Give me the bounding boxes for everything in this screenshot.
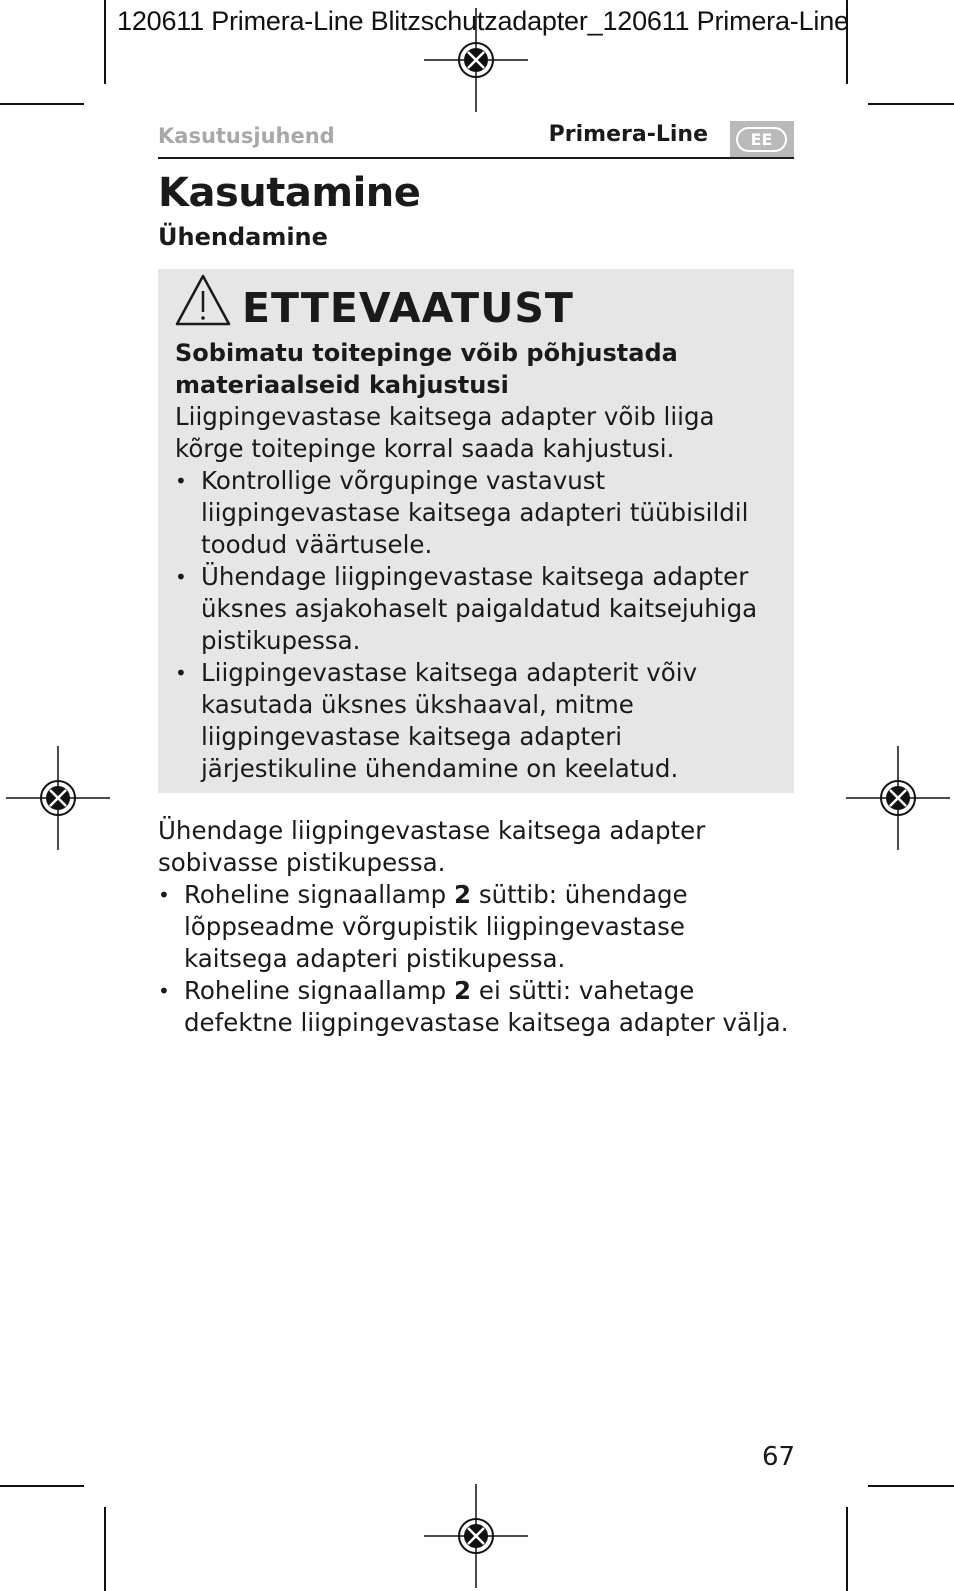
header-brand: Primera-Line bbox=[548, 122, 708, 147]
registration-mark-icon bbox=[424, 8, 528, 112]
page-number: 67 bbox=[762, 1442, 796, 1472]
registration-mark-icon bbox=[6, 746, 110, 850]
warning-subtitle: Sobimatu toitepinge võib põhjustada materiaalseid kahjustusi bbox=[175, 339, 678, 399]
crop-mark bbox=[104, 0, 106, 84]
body-list-item-text: Roheline signaallamp bbox=[184, 976, 455, 1005]
body-list bbox=[158, 879, 794, 1039]
warning-list-item: • Liigpingevastase kaitsega adapterit võiv kasutada üksnes ükshaaval, mitme liigpingevastase kaitsega adapteri järjestikuline ühendamine on keelatud. bbox=[175, 657, 785, 785]
warning-title: ETTEVAATUST bbox=[242, 284, 574, 332]
body-list-item-text: süttib: ühendage lõppseadme võrgupistik liigpingevastase kaitsega adapteri pistikupessa. bbox=[184, 880, 688, 973]
crop-mark bbox=[868, 1485, 954, 1487]
header-section-label: Kasutusjuhend bbox=[158, 124, 335, 148]
warning-list-item: • Kontrollige võrgupinge vastavust liigpingevastase kaitsega adapteri tüübisildil toodud väärtusele. bbox=[175, 465, 785, 561]
registration-mark-icon bbox=[424, 1484, 528, 1588]
crop-mark bbox=[868, 103, 954, 105]
body-intro: Ühendage liigpingevastase kaitsega adapter sobivasse pistikupessa. bbox=[158, 816, 706, 877]
registration-mark-icon bbox=[846, 746, 950, 850]
body-list-item bbox=[158, 879, 794, 975]
warning-triangle-icon bbox=[174, 273, 232, 327]
header-rule bbox=[158, 157, 794, 159]
warning-list bbox=[175, 465, 785, 785]
body-list-item-text: Roheline signaallamp bbox=[184, 880, 455, 909]
language-badge: EE bbox=[736, 127, 787, 152]
body-list-item bbox=[158, 975, 794, 1039]
body-list-item-text: ei sütti: vahetage defektne liigpingevastase kaitsega adapter välja. bbox=[184, 976, 789, 1037]
crop-mark bbox=[0, 103, 84, 105]
crop-mark bbox=[846, 1507, 848, 1591]
warning-text: Liigpingevastase kaitsega adapter võib liiga kõrge toitepinge korral saada kahjustusi. bbox=[175, 402, 715, 463]
warning-list-item: • Ühendage liigpingevastase kaitsega adapter üksnes asjakohaselt paigaldatud kaitsejuhiga pistikupessa. bbox=[175, 561, 785, 657]
crop-mark bbox=[104, 1507, 106, 1591]
signal-lamp-number: 2 bbox=[454, 880, 472, 909]
page-title: Kasutamine bbox=[158, 170, 421, 216]
print-slug: 120611 Primera-Line Blitzschutzadapter_120611 Primera-Line bbox=[117, 6, 849, 36]
crop-mark bbox=[0, 1485, 84, 1487]
signal-lamp-number: 2 bbox=[454, 976, 472, 1005]
section-subtitle: Ühendamine bbox=[158, 223, 328, 251]
